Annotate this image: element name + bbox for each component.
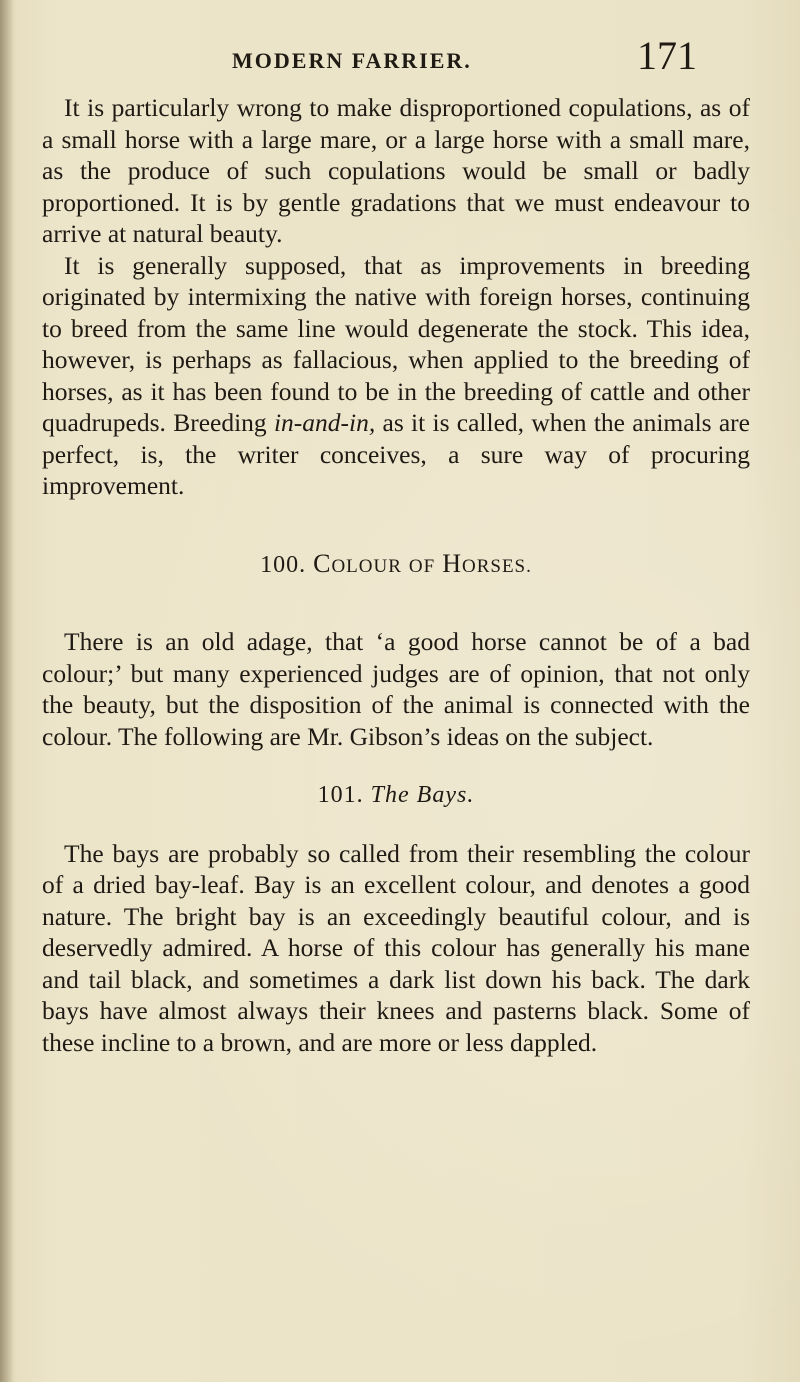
page-number: 171 — [637, 33, 697, 78]
gutter-shadow — [0, 0, 14, 1382]
section-heading-the-bays — [42, 780, 750, 812]
paragraph-breeding-in-and-in — [42, 250, 750, 502]
paragraph-bays-description: The bays are probably so called from their resembling the colour of a dried bay-leaf. Bay is an excellent colour, and denotes a good nature. The bright bay is an exceedingly beautiful colour, and is deservedly admired. A horse of this colour has generally his mane and tail black, and sometimes a dark list down his back. The dark bays have almost always their knees and pasterns black. Some of these incline to a brown, and are more or less dappled. — [42, 838, 750, 1057]
section-heading-colour-of-horses — [42, 548, 750, 583]
heading-word: OF — [408, 555, 436, 577]
running-title: MODERN FARRIER. — [232, 48, 472, 73]
paragraph-old-adage: There is an old adage, that ‘a good horse cannot be of a bad colour;’ but many experienced judges are of opinion, that not only the beauty, but the disposition of the animal is connected with the colour. The following are Mr. Gibson’s ideas on the subject. — [42, 627, 750, 751]
section-title: The Bays. — [370, 782, 475, 808]
italic-term: in-and-in, — [273, 408, 376, 437]
section-number: 101. — [317, 782, 364, 808]
paragraph-disproportioned-copulations: It is particularly wrong to make disproportioned copulations, as of a small horse with a large mare, or a large horse with a small mare, as the produce of such copulations would be small or badly proportioned. It is by gentle gradations that we must endeavour to arrive at natural beauty. — [42, 93, 750, 248]
paragraph-text: as it is called, when the animals are perfect, is, the writer conceives, a sure way of procuring improvement. — [42, 408, 750, 500]
section-number: 100. — [260, 551, 307, 578]
heading-word: HORSES. — [442, 548, 532, 578]
running-head — [0, 28, 800, 88]
heading-word: COLOUR — [313, 548, 402, 578]
body-text — [42, 92, 750, 1058]
paragraph-text: It is generally supposed, that as improvements in breeding originated by intermixing the native with foreign horses, continuing to breed from the same line would degenerate the stock. This idea, however, is perhaps as fallacious, when applied to the breeding of horses, as it has been found to be in the breeding of cattle and other quadrupeds. Breeding — [42, 250, 750, 437]
